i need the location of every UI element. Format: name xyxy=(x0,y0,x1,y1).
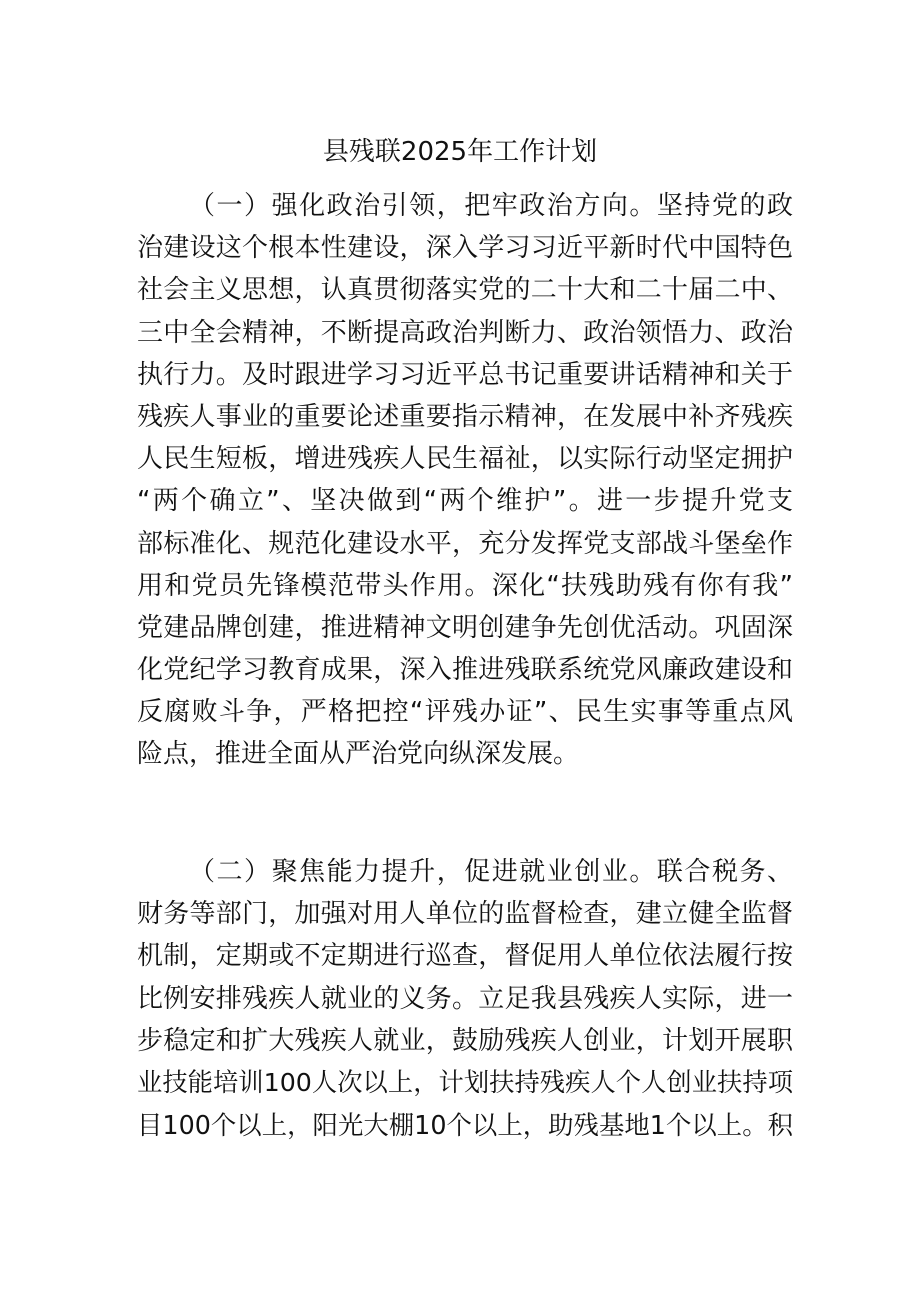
paragraph-line: “两个确立”、坚决做到“两个维护”。进一步提升党支 xyxy=(137,486,793,517)
paragraph-line: 三中全会精神，不断提高政治判断力、政治领悟力、政治 xyxy=(137,317,793,348)
paragraph-line: 用和党员先锋模范带头作用。深化“扶残助残有你有我” xyxy=(137,570,793,601)
paragraph-line: 目100个以上，阳光大棚10个以上，助残基地1个以上。积 xyxy=(137,1110,793,1141)
paragraph-line: 社会主义思想，认真贯彻落实党的二十大和二十届二中、 xyxy=(137,275,793,306)
paragraph-line: 险点，推进全面从严治党向纵深发展。 xyxy=(137,739,580,770)
section-2-paragraph xyxy=(137,851,793,1146)
paragraph-line: 机制，定期或不定期进行巡查，督促用人单位依法履行按 xyxy=(137,941,793,972)
paragraph-line: 比例安排残疾人就业的义务。立足我县残疾人实际，进一 xyxy=(137,983,793,1014)
paragraph-line: 人民生短板，增进残疾人民生福祉，以实际行动坚定拥护 xyxy=(137,444,793,475)
paragraph-line: 步稳定和扩大残疾人就业，鼓励残疾人创业，计划开展职 xyxy=(137,1025,793,1056)
paragraph-line: 反腐败斗争，严格把控“评残办证”、民生实事等重点风 xyxy=(137,697,793,728)
paragraph-line: 化党纪学习教育成果，深入推进残联系统党风廉政建设和 xyxy=(137,655,793,686)
paragraph-line: 部标准化、规范化建设水平，充分发挥党支部战斗堡垒作 xyxy=(137,528,793,559)
document-title: 县残联2025年工作计划 xyxy=(322,137,598,167)
paragraph-line: （二）聚焦能力提升，促进就业创业。联合税务、 xyxy=(189,857,793,887)
paragraph-line: 治建设这个根本性建设，深入学习习近平新时代中国特色 xyxy=(137,233,793,264)
section-1-paragraph xyxy=(137,185,793,776)
paragraph-line: 财务等部门，加强对用人单位的监督检查，建立健全监督 xyxy=(137,899,793,930)
paragraph-line: 业技能培训100人次以上，计划扶持残疾人个人创业扶持项 xyxy=(137,1067,793,1097)
paragraph-line: 执行力。及时跟进学习习近平总书记重要讲话精神和关于 xyxy=(137,359,793,390)
paragraph-line: （一）强化政治引领，把牢政治方向。坚持党的政 xyxy=(189,191,793,221)
paragraph-line: 残疾人事业的重要论述重要指示精神，在发展中补齐残疾 xyxy=(137,401,793,432)
paragraph-line: 党建品牌创建，推进精神文明创建争先创优活动。巩固深 xyxy=(137,612,793,643)
